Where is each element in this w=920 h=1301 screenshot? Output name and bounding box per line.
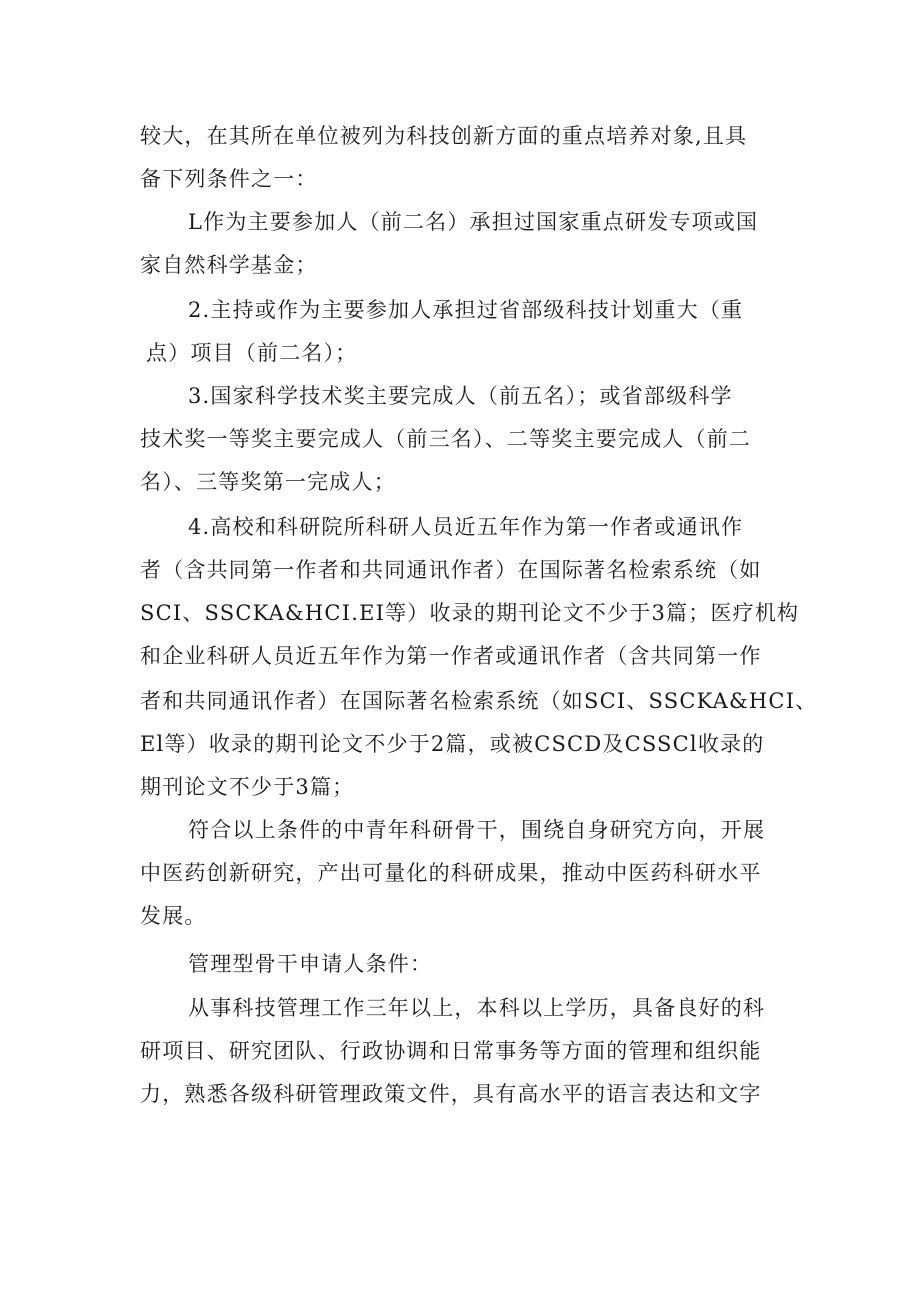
text-line: 家自然科学基金； — [140, 253, 318, 277]
text-line: 名）、三等奖第一完成人； — [140, 470, 396, 494]
text-line: 从事科技管理工作三年以上，本科以上学历，具备良好的科 — [188, 996, 766, 1020]
text-line: El等）收录的期刊论文不少于2篇，或被CSCD及CSSCl收录的 — [140, 732, 765, 756]
text-line: 发展。 — [140, 904, 207, 928]
text-line: 点）项目（前二名）； — [146, 341, 358, 365]
text-line: 技术奖一等奖主要完成人（前三名）、二等奖主要完成人（前二 — [140, 427, 752, 451]
text-line: 期刊论文不少于3篇； — [140, 775, 355, 799]
text-line: 2.主持或作为主要参加人承担过省部级科技计划重大（重 — [188, 298, 744, 322]
text-line: 备下列条件之一： — [140, 167, 318, 191]
text-line: 力，熟悉各级科研管理政策文件，具有高水平的语言表达和文字 — [140, 1082, 762, 1106]
text-line: 较大，在其所在单位被列为科技创新方面的重点培养对象,且具 — [140, 124, 748, 148]
text-line: 研项目、研究团队、行政协调和日常事务等方面的管理和组织能 — [140, 1039, 762, 1063]
text-line: 4.高校和科研院所科研人员近五年作为第一作者或通讯作 — [188, 515, 744, 539]
text-line: 者（含共同第一作者和共同通讯作者）在国际著名检索系统（如 — [140, 558, 762, 582]
text-line: SCI、SSCKA&HCI.EI等）收录的期刊论文不少于3篇；医疗机构 — [140, 601, 800, 625]
text-line: 和企业科研人员近五年作为第一作者或通讯作者（含共同第一作 — [140, 644, 762, 668]
text-line: L作为主要参加人（前二名）承担过国家重点研发专项或国 — [188, 210, 759, 234]
text-line: 者和共同通讯作者）在国际著名检索系统（如SCI、SSCKA&HCI、 — [140, 689, 818, 713]
text-line: 3.国家科学技术奖主要完成人（前五名）；或省部级科学 — [188, 384, 733, 408]
text-line: 中医药创新研究，产出可量化的科研成果，推动中医药科研水平 — [140, 861, 762, 885]
text-line: 符合以上条件的中青年科研骨干，围绕自身研究方向，开展 — [188, 818, 766, 842]
text-line: 管理型骨干申请人条件： — [188, 952, 433, 976]
